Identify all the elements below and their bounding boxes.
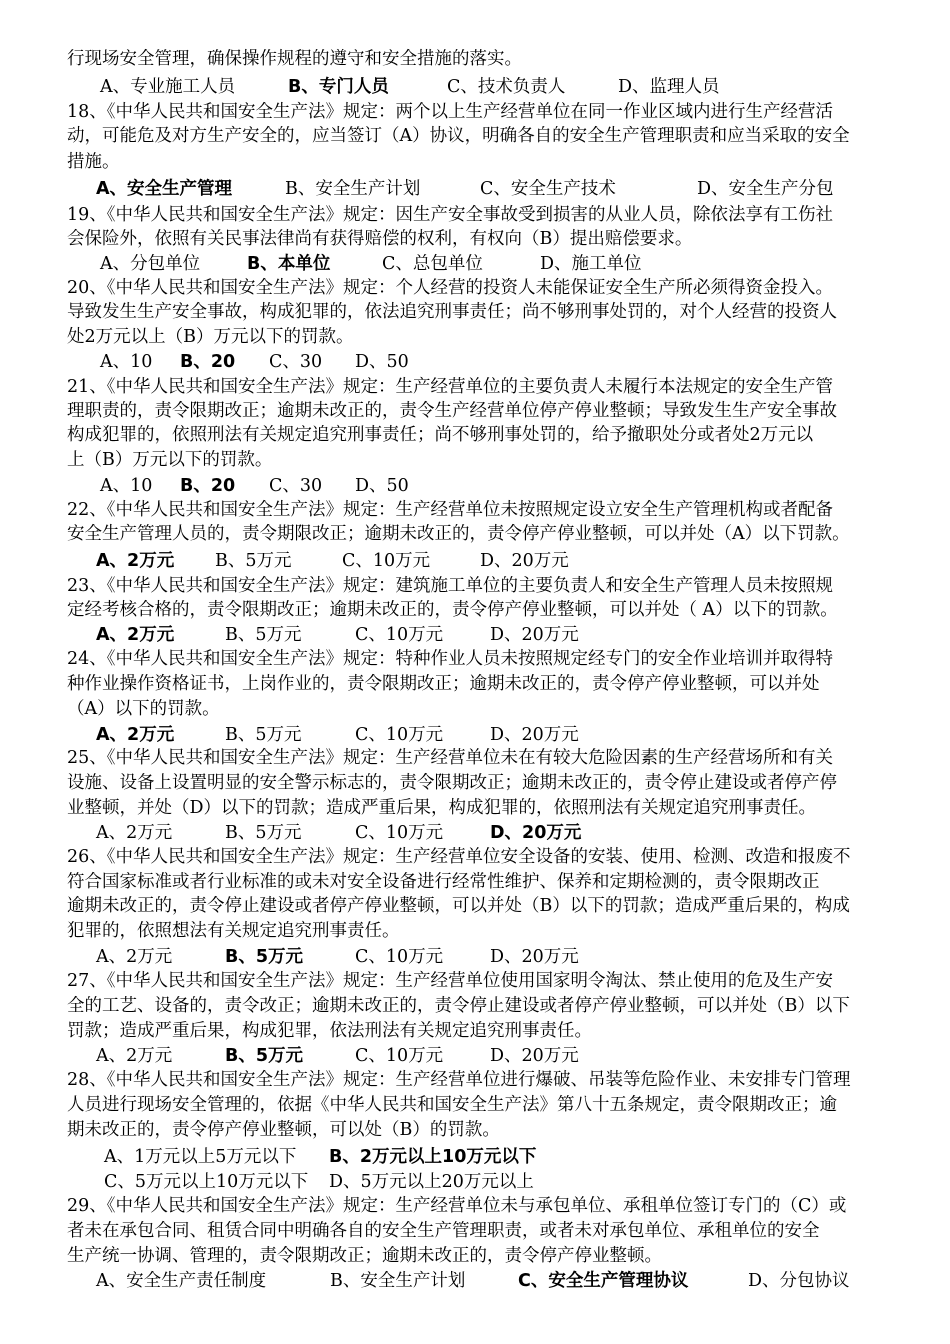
option-c: C、10万元 <box>355 625 444 645</box>
option-b: B、5万元 <box>225 625 302 645</box>
question-27-line: 27、《中华人民共和国安全生产法》规定：生产经营单位使用国家明令淘汰、禁止使用的危及生产安 <box>67 971 834 991</box>
question-21-line: 理职责的，责令限期改正；逾期未改正的，责令生产经营单位停产停业整顿；导致发生生产安全事故 <box>67 401 837 421</box>
question-20-line: 20、《中华人民共和国安全生产法》规定：个人经营的投资人未能保证安全生产所必须得资金投入。 <box>67 278 834 298</box>
option-b-answer: B、20 <box>180 476 236 496</box>
option-d: D、施工单位 <box>540 254 642 274</box>
option-b: B、安全生产计划 <box>330 1271 466 1291</box>
question-25-line: 业整顿，并处（D）以下的罚款；造成严重后果，构成犯罪的，依照刑法有关规定追究刑事责任。 <box>67 798 817 818</box>
option-b-answer: B、20 <box>180 352 236 372</box>
question-21-line: 构成犯罪的，依照刑法有关规定追究刑事责任；尚不够刑事处罚的，给予撤职处分或者处2万元以 <box>67 425 814 445</box>
option-a: A、安全生产责任制度 <box>96 1271 267 1291</box>
option-a: A、2万元 <box>96 823 173 843</box>
question-26-line: 逾期未改正的，责令停止建设或者停产停业整顿，可以并处（B）以下的罚款；造成严重后果的，构成 <box>67 896 850 916</box>
option-c: C、10万元 <box>355 725 444 745</box>
option-d: D、20万元 <box>490 1046 579 1066</box>
option-d: D、监理人员 <box>618 77 720 97</box>
option-d: D、20万元 <box>490 725 579 745</box>
option-b-answer: B、5万元 <box>225 1046 304 1066</box>
option-c: C、30 <box>269 352 323 372</box>
option-a: A、10 <box>100 476 153 496</box>
question-21-line: 上（B）万元以下的罚款。 <box>67 450 273 470</box>
option-d: D、分包协议 <box>748 1271 850 1291</box>
question-24-line: （A）以下的罚款。 <box>67 699 220 719</box>
option-b: B、安全生产计划 <box>285 179 421 199</box>
question-29-line: 生产统一协调、管理的，责令限期改正；逾期未改正的，责令停产停业整顿。 <box>67 1246 662 1266</box>
question-18-line: 18、《中华人民共和国安全生产法》规定：两个以上生产经营单位在同一作业区域内进行生产经营活 <box>67 102 834 122</box>
question-29-line: 者未在承包合同、租赁合同中明确各自的安全生产管理职责，或者未对承包单位、承租单位的安全 <box>67 1221 820 1241</box>
question-18-line: 措施。 <box>67 152 120 172</box>
option-d: D、5万元以上20万元以上 <box>329 1172 534 1192</box>
option-c: C、10万元 <box>355 947 444 967</box>
option-b: B、5万元 <box>225 823 302 843</box>
option-d-answer: D、20万元 <box>490 823 582 843</box>
option-c: C、安全生产技术 <box>480 179 616 199</box>
option-c: C、5万元以上10万元以下 <box>104 1172 309 1192</box>
option-c: C、10万元 <box>342 551 431 571</box>
question-20-line: 导致发生生产安全事故，构成犯罪的，依法追究刑事责任；尚不够刑事处罚的，对个人经营的投资人 <box>67 302 837 322</box>
option-d: D、安全生产分包 <box>697 179 834 199</box>
question-28-line: 28、《中华人民共和国安全生产法》规定：生产经营单位进行爆破、吊装等危险作业、未安排专门管理 <box>67 1070 851 1090</box>
option-a: A、专业施工人员 <box>100 77 236 97</box>
question-24-line: 种作业操作资格证书，上岗作业的，责令限期改正；逾期未改正的，责令停产停业整顿，可以并处 <box>67 674 820 694</box>
question-25-line: 25、《中华人民共和国安全生产法》规定：生产经营单位未在有较大危险因素的生产经营场所和有关 <box>67 748 834 768</box>
option-b: B、5万元 <box>225 725 302 745</box>
option-c: C、10万元 <box>355 1046 444 1066</box>
option-b-answer: B、5万元 <box>225 947 304 967</box>
option-a-answer: A、2万元 <box>96 551 175 571</box>
question-18-line: 动，可能危及对方生产安全的，应当签订（A）协议，明确各自的安全生产管理职责和应当采取的安全 <box>67 126 850 146</box>
option-c: C、总包单位 <box>382 254 483 274</box>
option-d: D、20万元 <box>490 625 579 645</box>
option-a-answer: A、2万元 <box>96 625 175 645</box>
option-c: C、30 <box>269 476 323 496</box>
option-b-answer: B、本单位 <box>247 254 331 274</box>
question-28-line: 人员进行现场安全管理的，依据《中华人民共和国安全生产法》第八十五条规定，责令限期改正；逾 <box>67 1095 837 1115</box>
option-d: D、20万元 <box>480 551 569 571</box>
question-24-line: 24、《中华人民共和国安全生产法》规定：特种作业人员未按照规定经专门的安全作业培训并取得特 <box>67 649 834 669</box>
question-26-line: 犯罪的，依照想法有关规定追究刑事责任。 <box>67 921 400 941</box>
question-23-line: 23、《中华人民共和国安全生产法》规定：建筑施工单位的主要负责人和安全生产管理人员未按照规 <box>67 576 834 596</box>
option-a: A、10 <box>100 352 153 372</box>
question-21-line: 21、《中华人民共和国安全生产法》规定：生产经营单位的主要负责人未履行本法规定的安全生产管 <box>67 377 834 397</box>
option-c: C、10万元 <box>355 823 444 843</box>
question-29-line: 29、《中华人民共和国安全生产法》规定：生产经营单位未与承包单位、承租单位签订专门的（C）或 <box>67 1196 847 1216</box>
question-19-line: 19、《中华人民共和国安全生产法》规定：因生产安全事故受到损害的从业人员，除依法享有工伤社 <box>67 205 834 225</box>
question-text: 行现场安全管理，确保操作规程的遵守和安全措施的落实。 <box>67 49 522 69</box>
option-a-answer: A、2万元 <box>96 725 175 745</box>
question-28-line: 期未改正的，责令停产停业整顿，可以处（B）的罚款。 <box>67 1120 500 1140</box>
option-b-answer: B、专门人员 <box>288 77 389 97</box>
option-b-answer: B、2万元以上10万元以下 <box>329 1147 537 1167</box>
question-26-line: 26、《中华人民共和国安全生产法》规定：生产经营单位安全设备的安装、使用、检测、改造和报废不 <box>67 847 851 867</box>
question-23-line: 定经考核合格的，责令限期改正；逾期未改正的，责令停产停业整顿，可以并处（ A）以下的罚款。 <box>67 600 838 620</box>
option-d: D、50 <box>355 352 409 372</box>
question-27-line: 全的工艺、设备的，责令改正；逾期未改正的，责令停止建设或者停产停业整顿，可以并处（B）以下 <box>67 996 850 1016</box>
question-19-line: 会保险外，依照有关民事法律尚有获得赔偿的权利，有权向（B）提出赔偿要求。 <box>67 229 693 249</box>
question-27-line: 罚款；造成严重后果，构成犯罪，依法刑法有关规定追究刑事责任。 <box>67 1021 592 1041</box>
question-22-line: 安全生产管理人员的，责令期限改正；逾期未改正的，责令停产停业整顿，可以并处（A）以下罚款。 <box>67 524 850 544</box>
option-d: D、20万元 <box>490 947 579 967</box>
option-a: A、分包单位 <box>100 254 201 274</box>
option-a: A、1万元以上5万元以下 <box>104 1147 297 1167</box>
question-22-line: 22、《中华人民共和国安全生产法》规定：生产经营单位未按照规定设立安全生产管理机构或者配备 <box>67 500 834 520</box>
option-b: B、5万元 <box>215 551 292 571</box>
question-26-line: 符合国家标准或者行业标准的或未对安全设备进行经常性维护、保养和定期检测的，责令限期改正 <box>67 872 820 892</box>
option-c-answer: C、安全生产管理协议 <box>518 1271 689 1291</box>
option-d: D、50 <box>355 476 409 496</box>
question-20-line: 处2万元以上（B）万元以下的罚款。 <box>67 327 354 347</box>
option-a: A、2万元 <box>96 947 173 967</box>
option-a: A、2万元 <box>96 1046 173 1066</box>
option-a-answer: A、安全生产管理 <box>96 179 233 199</box>
question-25-line: 设施、设备上设置明显的安全警示标志的，责令限期改正；逾期未改正的，责令停止建设或者停产停 <box>67 773 837 793</box>
option-c: C、技术负责人 <box>447 77 566 97</box>
